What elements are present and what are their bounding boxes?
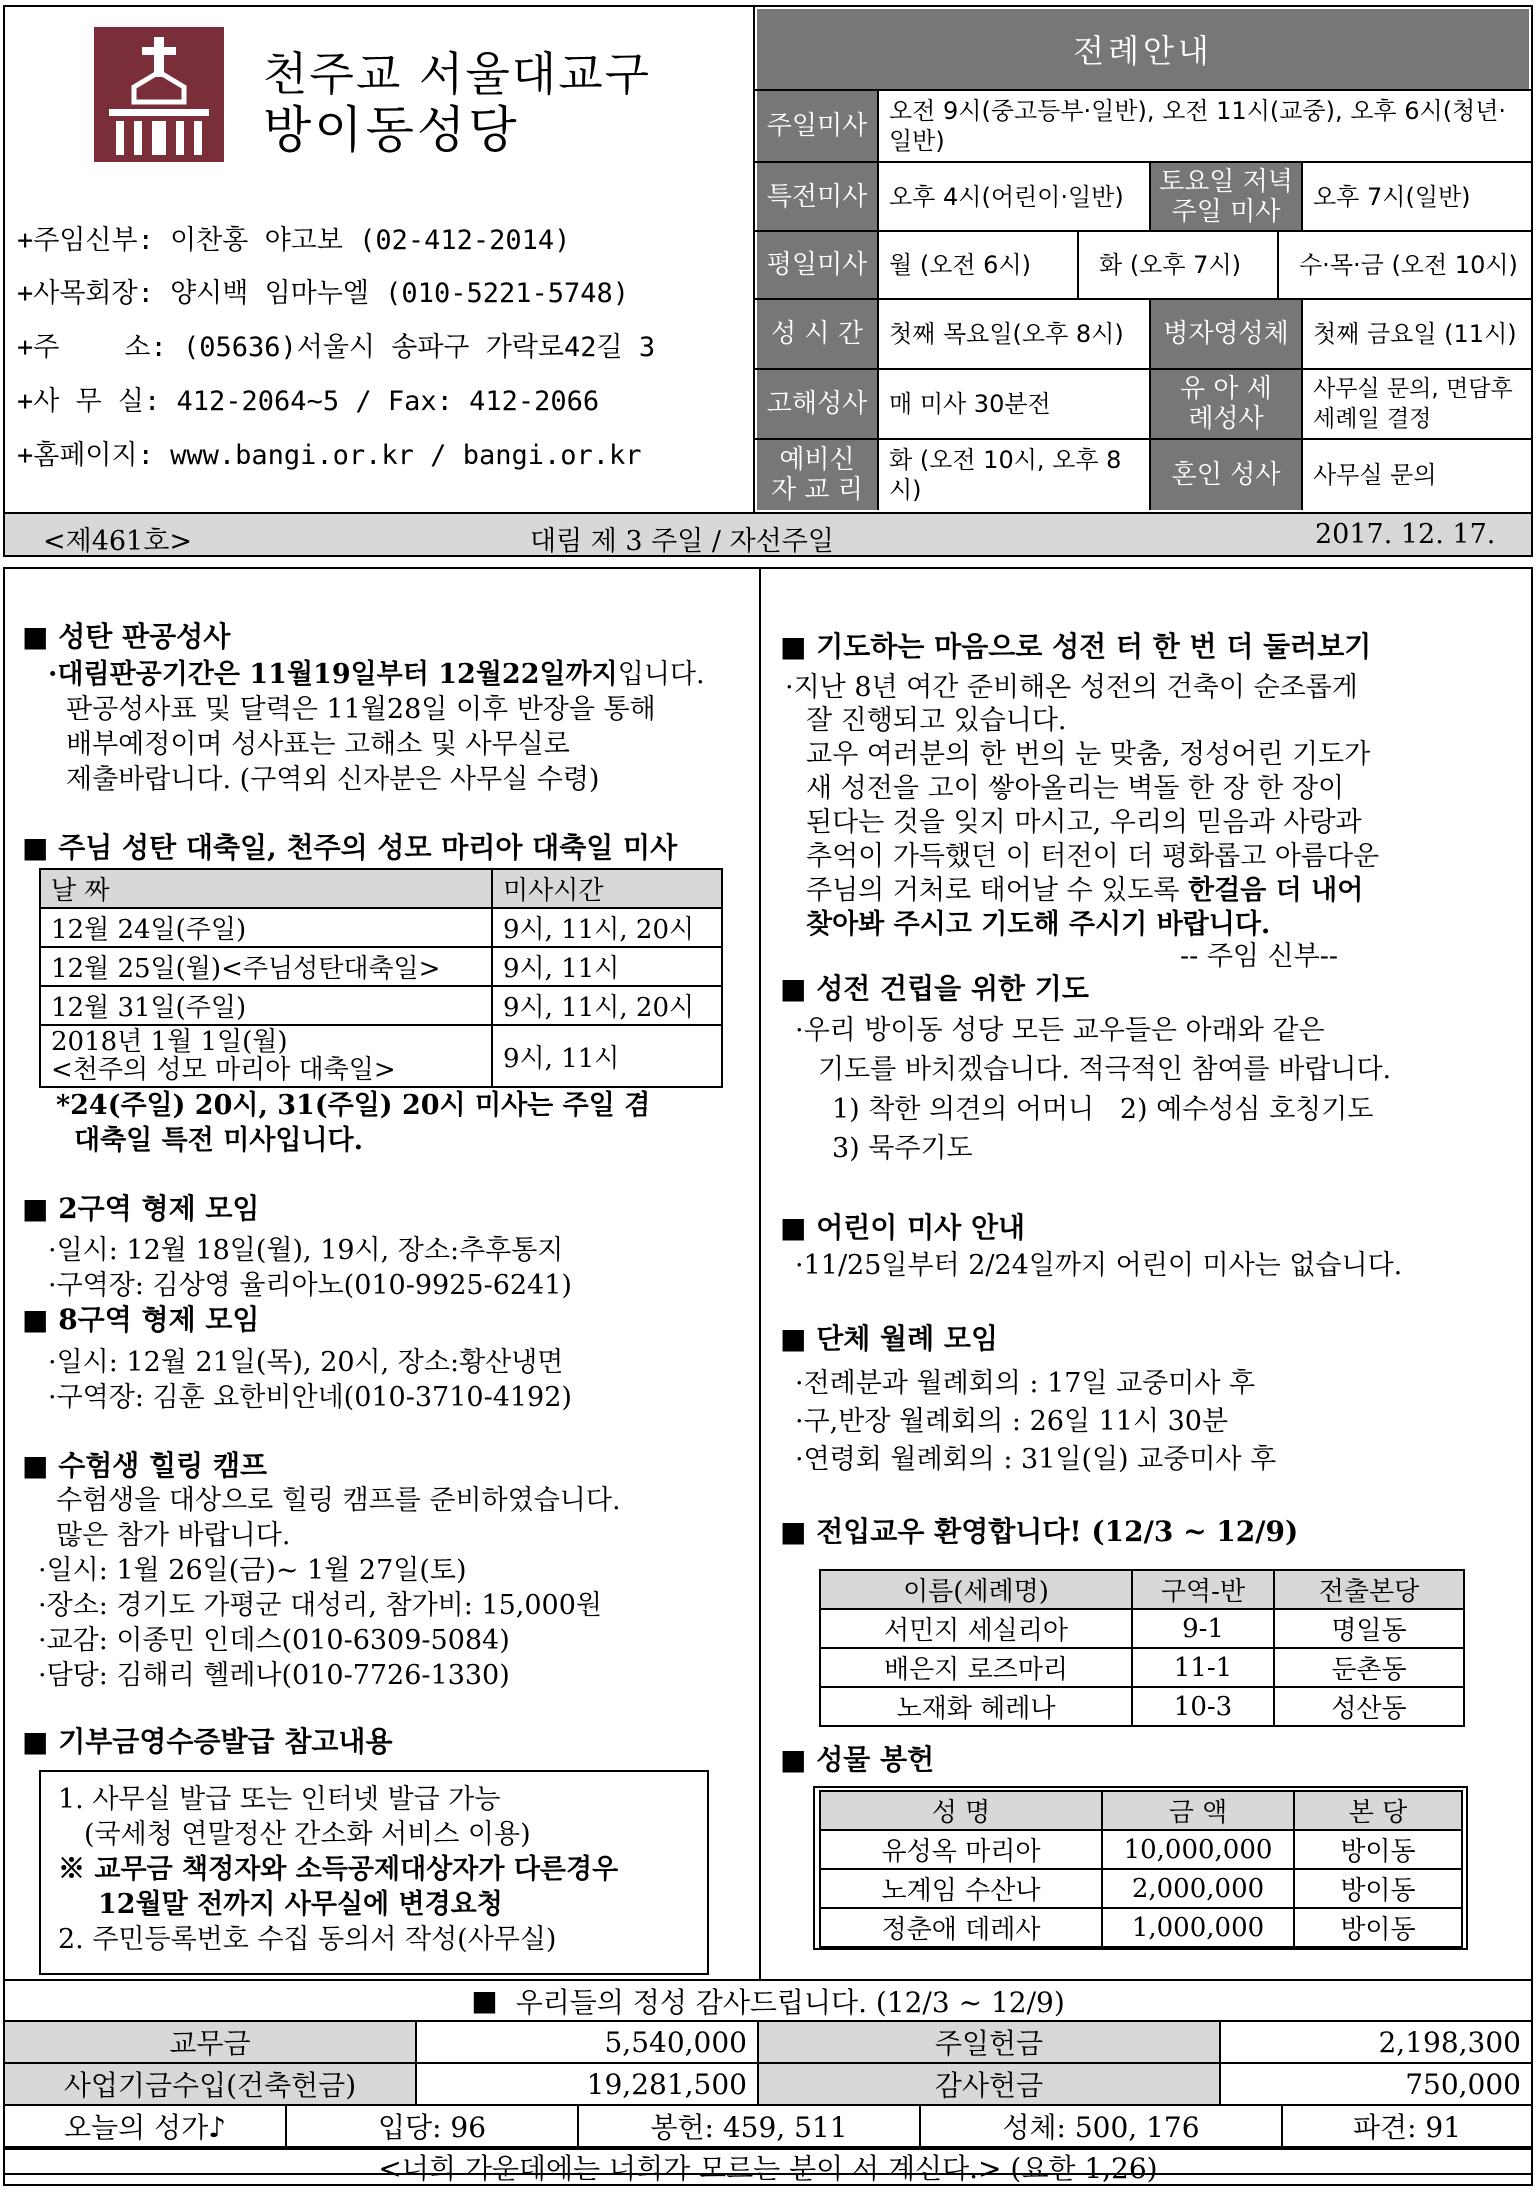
parish-org: 천주교 서울대교구 — [263, 47, 652, 101]
section-title-district8: ■ 8구역 형제 모임 — [22, 1303, 260, 1336]
prayer-visit-line-8: 찾아봐 주시고 기도해 주시기 바랍니다. — [806, 909, 1271, 940]
welcome-district: 9-1 — [1132, 1609, 1274, 1648]
gift-amount: 2,000,000 — [1102, 1869, 1294, 1908]
receipt-line-1: 1. 사무실 발급 또는 인터넷 발급 가능 — [58, 1784, 501, 1815]
welcome-parish: 둔촌동 — [1274, 1648, 1464, 1687]
gift-parish: 방이동 — [1294, 1869, 1462, 1908]
thanks-table — [3, 2020, 1533, 2106]
weekday-mass-label: 평일미사 — [757, 232, 877, 298]
district8-time: ·일시: 12월 21일(목), 20시, 장소:황산냉면 — [48, 1347, 564, 1378]
camp-desc-2: 많은 참가 바랍니다. — [56, 1520, 291, 1551]
mass-row-date: 12월 25일(월)<주님성탄대축일> — [40, 947, 492, 986]
camp-desc-1: 수험생을 대상으로 힐링 캠프를 준비하였습니다. — [56, 1485, 621, 1516]
info-council: +사목회장: 양시백 임마누엘 (010-5221-5748) — [17, 278, 630, 309]
saturday-mass-label: 토요일 저녁 주일 미사 — [1151, 163, 1301, 230]
building-prayer-line-1: ·우리 방이동 성당 모든 교우들은 아래와 같은 — [795, 1015, 1325, 1046]
hymn-recessional: 파견: 91 — [1282, 2105, 1532, 2147]
confession-line-2: 판공성사표 및 달력은 11월28일 이후 반장을 통해 — [66, 694, 656, 725]
thanks-label: 감사헌금 — [758, 2063, 1220, 2105]
mass-row-time: 9시, 11시 — [492, 947, 722, 986]
special-mass-label: 특전미사 — [757, 163, 877, 230]
parish-name: 방이동성당 — [263, 101, 520, 159]
mass-row-feast: <천주의 성모 마리아 대축일> — [51, 1055, 396, 1085]
gift-donor: 정춘애 데레사 — [820, 1908, 1102, 1947]
gospel-verse: <너희 가운데에는 너희가 모르는 분이 서 계신다.> (요한 1,26) — [3, 2148, 1533, 2186]
meeting-line-3: ·연령회 월례회의 : 31일(일) 교중미사 후 — [795, 1444, 1277, 1475]
gift-parish: 방이동 — [1294, 1830, 1462, 1869]
weekday-mass-monday: 월 (오전 6시) — [889, 251, 1031, 279]
info-homepage[interactable]: +홈페이지: www.bangi.or.kr / bangi.or.kr — [17, 440, 642, 471]
thanks-label: 교무금 — [4, 2021, 416, 2063]
infant-baptism-value: 사무실 문의, 면담후 세례일 결정 — [1313, 376, 1513, 432]
welcome-name: 노재화 헤레나 — [820, 1687, 1132, 1726]
district2-leader: ·구역장: 김상영 율리아노(010-9925-6241) — [48, 1270, 572, 1301]
hymn-communion: 성체: 500, 176 — [920, 2105, 1282, 2147]
welcome-parish: 성산동 — [1274, 1687, 1464, 1726]
section-title-christmas-mass: ■ 주님 성탄 대축일, 천주의 성모 마리아 대축일 미사 — [22, 831, 678, 864]
sunday-mass-value: 오전 9시(중고등부·일반), 오전 11시(교중), 오후 6시(청년·일반) — [889, 97, 1507, 155]
schedule-divider — [753, 5, 755, 512]
district8-leader: ·구역장: 김훈 요한비안네(010-3710-4192) — [48, 1382, 572, 1413]
gift-parish: 방이동 — [1294, 1908, 1462, 1947]
gifts-head-name: 성 명 — [820, 1791, 1102, 1830]
hymn-offertory: 봉헌: 459, 511 — [578, 2105, 920, 2147]
issue-week: 대림 제 3 주일 / 자선주일 — [530, 526, 834, 557]
receipt-line-4: 12월말 전까지 사무실에 변경요청 — [98, 1889, 503, 1920]
welcome-name: 서민지 세실리아 — [820, 1609, 1132, 1648]
thanks-amount: 2,198,300 — [1220, 2021, 1532, 2063]
sick-communion-value: 첫째 금요일 (11시) — [1313, 320, 1517, 348]
mass-row-date: 12월 31일(주일) — [40, 986, 492, 1025]
hymns-table — [3, 2104, 1533, 2148]
weekday-mass-wed-fri: 수·목·금 (오전 10시) — [1299, 251, 1518, 279]
sick-communion-label: 병자영성체 — [1151, 300, 1301, 368]
gift-amount: 1,000,000 — [1102, 1908, 1294, 1947]
section-title-welcome: ■ 전입교우 환영합니다! (12/3 ~ 12/9) — [780, 1515, 1299, 1548]
mass-table-head-date: 날 짜 — [40, 869, 492, 908]
christmas-mass-table — [39, 868, 723, 1088]
sunday-mass-label: 주일미사 — [757, 91, 877, 161]
section-title-prayer-visit: ■ 기도하는 마음으로 성전 터 한 번 더 둘러보기 — [780, 630, 1372, 663]
mass-table-head-time: 미사시간 — [492, 869, 722, 908]
mass-row-time: 9시, 11시 — [492, 1025, 722, 1087]
issue-bar — [5, 512, 1531, 555]
info-address: +주 소: (05636)서울시 송파구 가락로42길 3 — [17, 332, 656, 363]
district2-time: ·일시: 12월 18일(월), 19시, 장소:추후통지 — [48, 1235, 564, 1266]
section-title-building-prayer: ■ 성전 건립을 위한 기도 — [780, 972, 1089, 1005]
gift-amount: 10,000,000 — [1102, 1830, 1294, 1869]
camp-contact: ·담당: 김해리 헬레나(010-7726-1330) — [38, 1660, 510, 1691]
issue-number: <제461호> — [43, 526, 192, 557]
section-title-donation-receipt: ■ 기부금영수증발급 참고내용 — [22, 1725, 393, 1758]
christmas-note-1: *24(주일) 20시, 31(주일) 20시 미사는 주일 겸 — [56, 1090, 651, 1121]
catechumen-label: 예비신자 교 리 — [757, 440, 877, 510]
welcome-parish: 명일동 — [1274, 1609, 1464, 1648]
schedule-title: 전례안내 — [757, 9, 1529, 89]
thanks-label: 사업기금수입(건축헌금) — [4, 2063, 416, 2105]
catechumen-value: 화 (오전 10시, 오후 8시) — [889, 446, 1122, 504]
gifts-head-amount: 금 액 — [1102, 1791, 1294, 1830]
info-office: +사 무 실: 412-2064~5 / Fax: 412-2066 — [17, 386, 600, 417]
info-pastor: +주임신부: 이찬홍 야고보 (02-412-2014) — [17, 225, 571, 256]
gift-donor: 유성옥 마리아 — [820, 1830, 1102, 1869]
gift-donor: 노계임 수산나 — [820, 1869, 1102, 1908]
thanks-label: 주일헌금 — [758, 2021, 1220, 2063]
thanks-title: ■ 우리들의 정성 감사드립니다. (12/3 ~ 12/9) — [471, 1984, 1065, 2019]
special-mass-value: 오후 4시(어린이·일반) — [889, 182, 1124, 211]
thanks-amount: 19,281,500 — [416, 2063, 758, 2105]
holy-hour-label: 성 시 간 — [757, 300, 877, 368]
camp-teacher: ·교감: 이종민 인데스(010-6309-5084) — [38, 1625, 510, 1656]
section-title-confession: ■ 성탄 판공성사 — [22, 620, 231, 653]
prayer-visit-line-1: ·지난 8년 여간 준비해온 성전의 건축이 순조롭게 — [785, 672, 1358, 703]
welcome-head-parish: 전출본당 — [1274, 1570, 1464, 1609]
column-divider — [759, 569, 761, 1979]
building-prayer-line-3: 1) 착한 의견의 어머니 2) 예수성심 호칭기도 — [832, 1094, 1374, 1125]
camp-date: ·일시: 1월 26일(금)~ 1월 27일(토) — [38, 1555, 467, 1586]
issue-date: 2017. 12. 17. — [1315, 519, 1496, 550]
welcome-district: 11-1 — [1132, 1648, 1274, 1687]
mass-row-time: 9시, 11시, 20시 — [492, 986, 722, 1025]
welcome-head-district: 구역-반 — [1132, 1570, 1274, 1609]
receipt-line-2: (국세청 연말정산 간소화 서비스 이용) — [84, 1819, 531, 1850]
building-prayer-line-4: 3) 묵주기도 — [832, 1133, 973, 1164]
weekday-mass-tuesday: 화 (오후 7시) — [1099, 251, 1241, 279]
infant-baptism-label: 유 아 세례성사 — [1151, 370, 1301, 438]
hymn-entrance: 입당: 96 — [286, 2105, 578, 2147]
confession-line-4: 제출바랍니다. (구역외 신자분은 사무실 수령) — [66, 764, 600, 795]
receipt-line-5: 2. 주민등록번호 수집 동의서 작성(사무실) — [58, 1924, 557, 1955]
section-title-children-mass: ■ 어린이 미사 안내 — [780, 1211, 1026, 1244]
confession-value: 매 미사 30분전 — [889, 390, 1051, 418]
holy-hour-value: 첫째 목요일(오후 8시) — [889, 320, 1124, 348]
prayer-visit-line-5: 된다는 것을 잊지 마시고, 우리의 믿음과 사랑과 — [806, 807, 1362, 838]
mass-row-time: 9시, 11시, 20시 — [492, 908, 722, 947]
children-mass-notice: ·11/25일부터 2/24일까지 어린이 미사는 없습니다. — [795, 1250, 1403, 1281]
confession-period: ·대림판공기간은 11월19일부터 12월22일까지 — [48, 659, 618, 690]
section-title-district2: ■ 2구역 형제 모임 — [22, 1192, 260, 1225]
confession-label: 고해성사 — [757, 370, 877, 438]
marriage-label: 혼인 성사 — [1151, 440, 1301, 510]
meeting-line-2: ·구,반장 월례회의 : 26일 11시 30분 — [795, 1406, 1229, 1437]
welcome-name: 배은지 로즈마리 — [820, 1648, 1132, 1687]
mass-row-date: 12월 24일(주일) — [40, 908, 492, 947]
prayer-visit-line-3: 교우 여러분의 한 번의 눈 맞춤, 정성어린 기도가 — [806, 739, 1371, 770]
section-title-sacred-gifts: ■ 성물 봉헌 — [780, 1743, 935, 1776]
prayer-visit-line-4: 새 성전을 고이 쌓아올리는 벽돌 한 장 한 장이 — [806, 773, 1345, 804]
welcome-head-name: 이름(세례명) — [820, 1570, 1132, 1609]
thanks-amount: 5,540,000 — [416, 2021, 758, 2063]
confession-line-3: 배부예정이며 성사표는 고해소 및 사무실로 — [66, 729, 570, 760]
camp-place: ·장소: 경기도 가평군 대성리, 참가비: 15,000원 — [38, 1590, 602, 1621]
prayer-visit-line-2: 잘 진행되고 있습니다. — [806, 705, 1067, 736]
parish-logo — [94, 27, 224, 162]
sacred-gifts-table — [819, 1790, 1463, 1948]
thanks-amount: 750,000 — [1220, 2063, 1532, 2105]
gifts-head-parish: 본 당 — [1294, 1791, 1462, 1830]
prayer-visit-line-7: 주님의 거처로 태어날 수 있도록 — [806, 875, 1188, 906]
meeting-line-1: ·전례분과 월례회의 : 17일 교중미사 후 — [795, 1368, 1256, 1399]
marriage-value: 사무실 문의 — [1313, 461, 1437, 489]
mass-row-date: 2018년 1월 1일(월) — [51, 1027, 288, 1057]
welcome-table — [819, 1569, 1465, 1727]
prayer-visit-signature: -- 주임 신부-- — [1180, 941, 1338, 972]
building-prayer-line-2: 기도를 바치겠습니다. 적극적인 참여를 바랍니다. — [818, 1054, 1392, 1085]
hymns-label: 오늘의 성가♪ — [4, 2105, 286, 2147]
prayer-visit-line-6: 추억이 가득했던 이 터전이 더 평화롭고 아름다운 — [806, 841, 1380, 872]
welcome-district: 10-3 — [1132, 1687, 1274, 1726]
section-title-monthly-meeting: ■ 단체 월례 모임 — [780, 1322, 998, 1355]
saturday-mass-value: 오후 7시(일반) — [1313, 182, 1471, 211]
section-title-healing-camp: ■ 수험생 힐링 캠프 — [22, 1449, 268, 1482]
receipt-line-3: ※ 교무금 책정자와 소득공제대상자가 다른경우 — [58, 1854, 619, 1885]
christmas-note-2: 대축일 특전 미사입니다. — [74, 1125, 364, 1156]
